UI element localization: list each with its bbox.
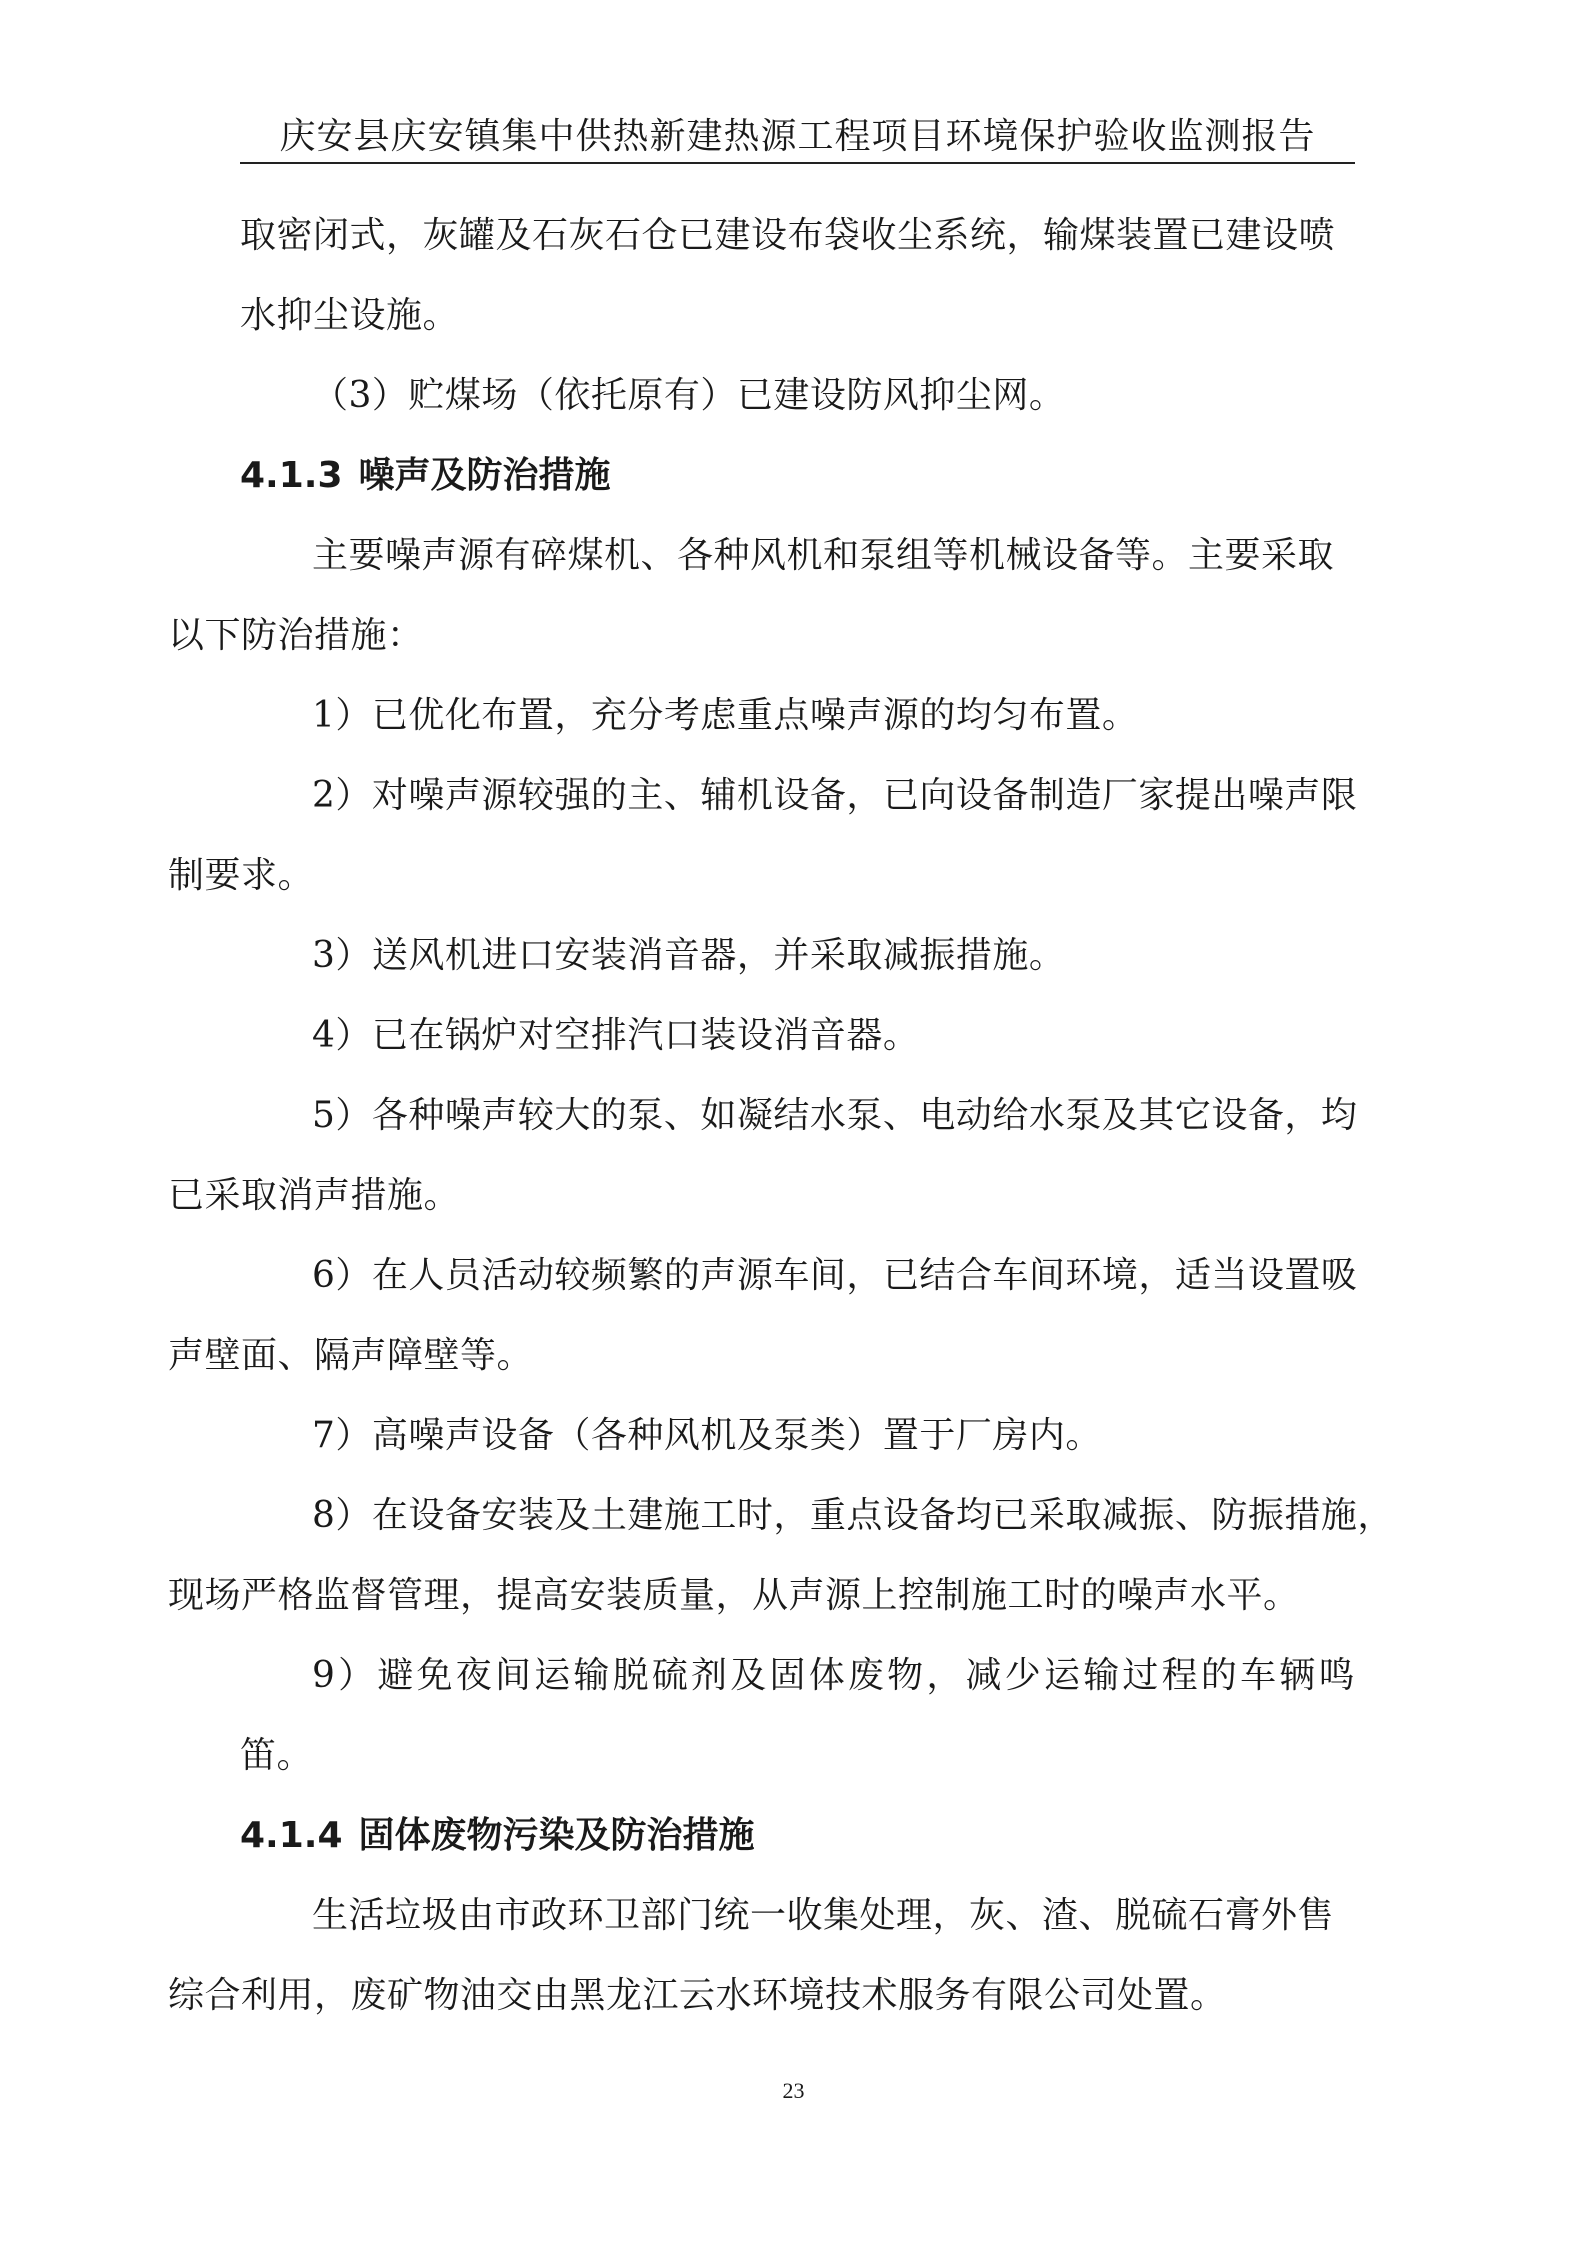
text-line: 6）在人员活动较频繁的声源车间，已结合车间环境，适当设置吸 <box>312 1255 1358 1296</box>
text-line: 以下防治措施： <box>168 615 424 656</box>
text-line: 现场严格监督管理，提高安装质量，从声源上控制施工时的噪声水平。 <box>168 1575 1300 1616</box>
document-body <box>168 196 1394 2036</box>
list-item-6 <box>168 1236 1358 1396</box>
paragraph-noise-sources <box>168 516 1355 676</box>
text-line: 已采取消声措施。 <box>168 1175 461 1216</box>
section-number: 4.1.3 <box>240 455 343 496</box>
section-heading-4-1-3 <box>240 436 1355 516</box>
text-line: 主要噪声源有碎煤机、各种风机和泵组等机械设备等。主要采取 <box>312 535 1335 576</box>
list-item-2 <box>168 756 1358 916</box>
section-heading-4-1-4 <box>240 1796 1355 1876</box>
paragraph-solid-waste <box>168 1876 1355 2036</box>
list-item-1: 1）已优化布置，充分考虑重点噪声源的均匀布置。 <box>312 695 1139 736</box>
text-line: 声壁面、隔声障壁等。 <box>168 1335 534 1376</box>
text-line: 取密闭式，灰罐及石灰石仓已建设布袋收尘系统，输煤装置已建设喷 <box>240 215 1336 256</box>
paragraph-coal-yard: （3）贮煤场（依托原有）已建设防风抑尘网。 <box>312 375 1066 416</box>
page-header-title: 庆安县庆安镇集中供热新建热源工程项目环境保护验收监测报告 <box>279 116 1316 157</box>
list-item-7: 7）高噪声设备（各种风机及泵类）置于厂房内。 <box>312 1415 1102 1456</box>
header-divider <box>240 162 1355 164</box>
text-line: 2）对噪声源较强的主、辅机设备，已向设备制造厂家提出噪声限 <box>312 775 1358 816</box>
text-line: 5）各种噪声较大的泵、如凝结水泵、电动给水泵及其它设备，均 <box>312 1095 1358 1136</box>
paragraph-dust-control <box>240 196 1355 356</box>
list-item-8 <box>168 1476 1394 1636</box>
list-item-3: 3）送风机进口安装消音器，并采取减振措施。 <box>312 935 1066 976</box>
section-number: 4.1.4 <box>240 1815 343 1856</box>
text-line: 生活垃圾由市政环卫部门统一收集处理，灰、渣、脱硫石膏外售 <box>312 1895 1335 1936</box>
text-line: 8）在设备安装及土建施工时，重点设备均已采取减振、防振措施， <box>312 1495 1394 1536</box>
text-line: 综合利用，废矿物油交由黑龙江云水环境技术服务有限公司处置。 <box>168 1975 1227 2016</box>
text-line: 水抑尘设施。 <box>240 295 460 336</box>
list-item-5 <box>168 1076 1358 1236</box>
text-line: 制要求。 <box>168 855 315 896</box>
section-title: 固体废物污染及防治措施 <box>358 1815 755 1856</box>
page-number: 23 <box>782 2078 805 2103</box>
list-item-4: 4）已在锅炉对空排汽口装设消音器。 <box>312 1015 920 1056</box>
section-title: 噪声及防治措施 <box>358 455 611 496</box>
list-item-9: 9）避免夜间运输脱硫剂及固体废物，减少运输过程的车辆鸣笛。 <box>240 1655 1355 1776</box>
